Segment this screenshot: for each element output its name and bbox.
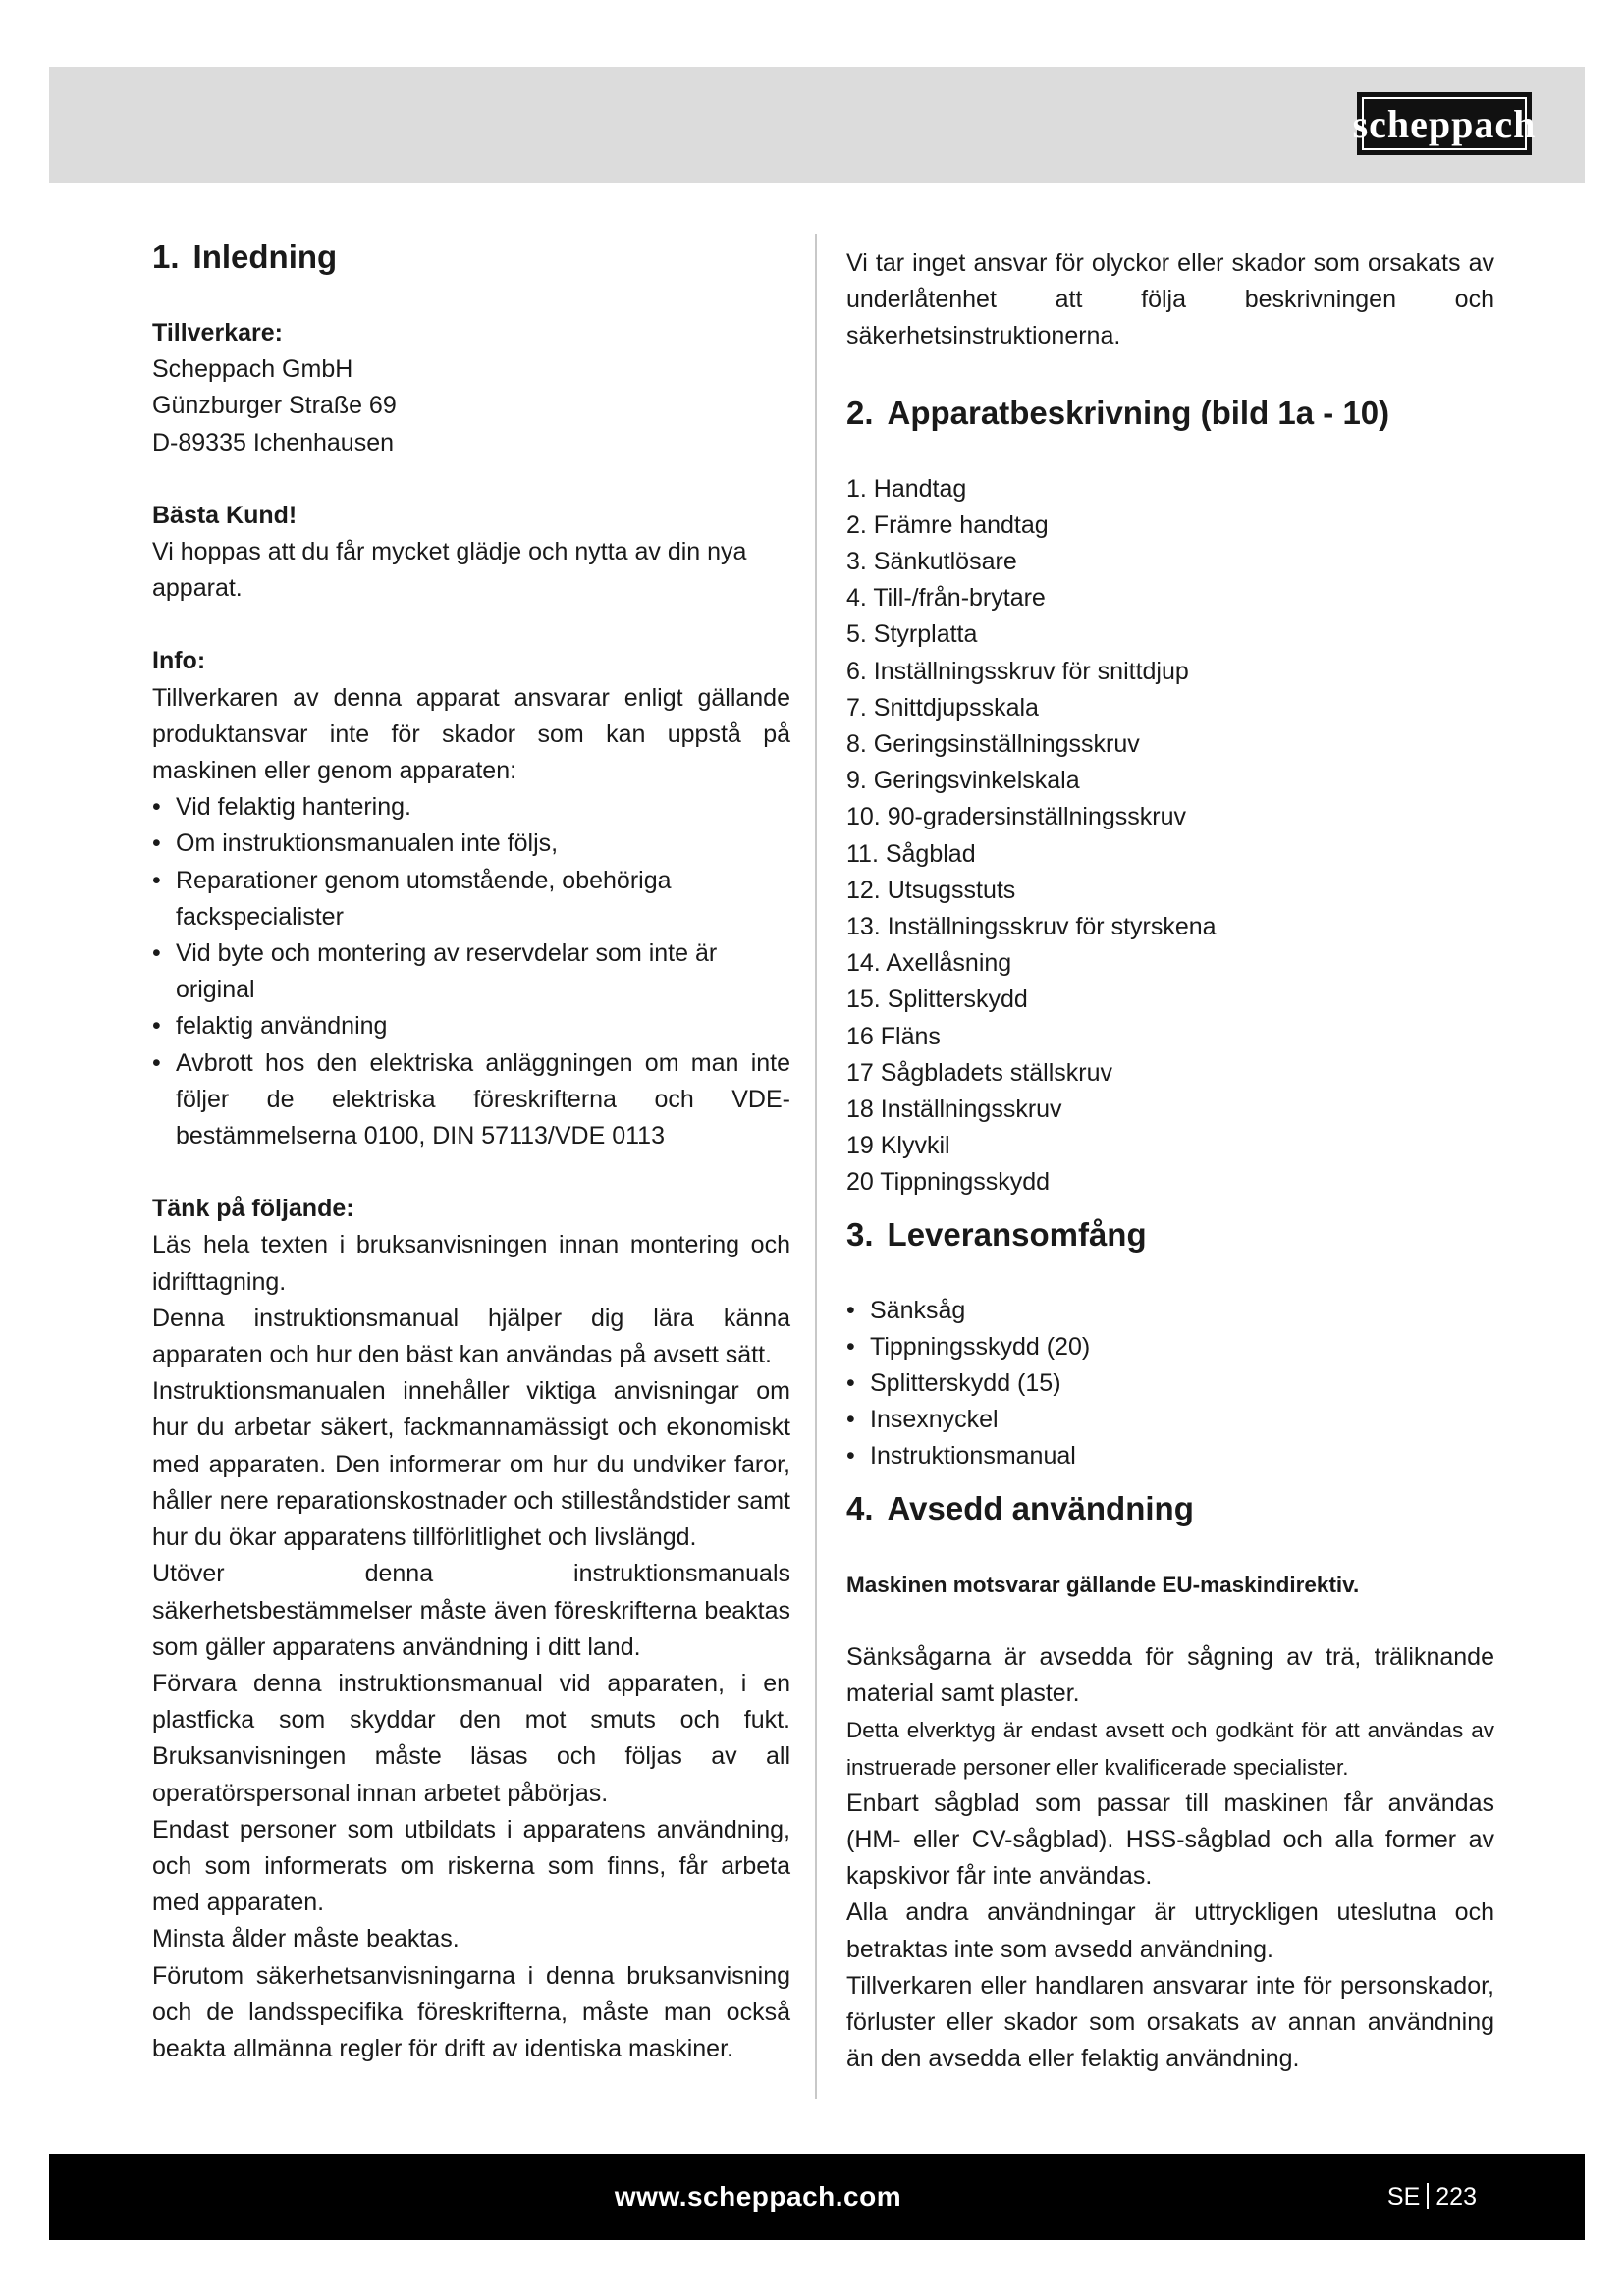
section-2-number: 2.	[846, 394, 874, 431]
footer-bar	[49, 2154, 1585, 2240]
section-3-title: Leveransomfång	[887, 1215, 1147, 1253]
list-item: • Vid byte och montering av reservdelar som inte är original	[152, 935, 790, 1008]
note-paragraph: Förutom säkerhetsanvisningarna i denna bruksanvisning och de landsspecifika föreskrifterna, måste man också beakta allmänna regler för drift av identiska maskiner.	[152, 1961, 790, 2062]
info-text: Tillverkaren av denna apparat ansvarar enligt gällande produktansvar inte för skador som kan uppstå på maskinen eller genom apparaten:	[152, 683, 790, 785]
list-item: • Om instruktionsmanualen inte följs,	[152, 826, 790, 862]
header-bar	[49, 67, 1585, 183]
page-number: 223	[1435, 2183, 1477, 2211]
use-paragraph: Alla andra användningar är uttryckligen uteslutna och betraktas inte som avsedd användning.	[846, 1898, 1494, 1963]
list-item: • Tippningsskydd (20)	[846, 1329, 1494, 1365]
right-column	[846, 245, 1494, 2077]
list-item: • Sänksåg	[846, 1293, 1494, 1329]
note-paragraph: Instruktionsmanualen innehåller viktiga anvisningar om hur du arbetar säkert, fackmannamässigt och ekonomiskt med apparaten. Den informerar om hur du undviker faror, håller nere reparationskostnader och stilleståndstider samt hur du ökar apparatens tillförlitlighet och livslängd.	[152, 1377, 790, 1552]
list-item: 10. 90-gradersinställningsskruv	[846, 803, 1187, 831]
list-item: 11. Sågblad	[846, 839, 976, 868]
list-item: 17 Sågbladets ställskruv	[846, 1058, 1112, 1087]
use-paragraph: Enbart sågblad som passar till maskinen får användas (HM- eller CV-sågblad). HSS-sågblad och alla former av kapskivor får inte användas.	[846, 1789, 1494, 1891]
section-2-title: Apparatbeskrivning (bild 1a - 10)	[887, 394, 1390, 431]
list-item: 13. Inställningsskruv för styrskena	[846, 913, 1217, 941]
list-item: 8. Geringsinställningsskruv	[846, 730, 1140, 759]
use-paragraph: Tillverkaren eller handlaren ansvarar inte för personskador, förluster eller skador som orsakats av annan användning än den avsedda eller felaktig användning.	[846, 1971, 1494, 2073]
manufacturer-line: D-89335 Ichenhausen	[152, 428, 395, 456]
parts-list	[846, 471, 1494, 1201]
section-4-number: 4.	[846, 1489, 874, 1526]
section-3-heading	[846, 1213, 1494, 1256]
page-separator	[1427, 2183, 1429, 2209]
list-item: 12. Utsugsstuts	[846, 876, 1016, 904]
dear-customer-text: Vi hoppas att du får mycket glädje och nytta av din nya apparat.	[152, 538, 747, 603]
list-item: • Splitterskydd (15)	[846, 1365, 1494, 1402]
liability-text: Vi tar inget ansvar för olyckor eller skador som orsakats av underlåtenhet att följa beskrivningen och säkerhetsinstruktionerna.	[846, 249, 1494, 350]
directive-text: Maskinen motsvarar gällande EU-maskindirektiv.	[846, 1572, 1360, 1597]
note-paragraph: Utöver denna instruktionsmanuals säkerhetsbestämmelser måste även föreskrifterna beaktas som gäller apparatens användning i ditt land.	[152, 1560, 790, 1661]
list-item: • felaktig användning	[152, 1008, 790, 1044]
list-item: • Vid felaktig hantering.	[152, 789, 790, 826]
section-1-title: Inledning	[192, 239, 338, 275]
scheppach-logo: scheppach	[1357, 92, 1532, 155]
list-item: 2. Främre handtag	[846, 510, 1049, 539]
dear-customer-label: Bästa Kund!	[152, 501, 298, 529]
note-label: Tänk på följande:	[152, 1195, 354, 1223]
list-item: 9. Geringsvinkelskala	[846, 767, 1080, 795]
list-item: 15. Splitterskydd	[846, 986, 1028, 1014]
list-item: 1. Handtag	[846, 474, 967, 503]
info-bullet-list	[152, 789, 790, 1154]
list-item: 7. Snittdjupsskala	[846, 693, 1039, 721]
footer-url: www.scheppach.com	[614, 2181, 902, 2212]
list-item: • Reparationer genom utomstående, obehöriga fackspecialister	[152, 863, 790, 935]
use-paragraph: Detta elverktyg är endast avsett och godkänt för att användas av instruerade personer eller kvalificerade specialister.	[846, 1718, 1494, 1780]
list-item: • Avbrott hos den elektriska anläggningen om man inte följer de elektriska föreskrifterna och VDE-bestämmelserna 0100, DIN 57113/VDE 0113	[152, 1045, 790, 1155]
section-4-heading	[846, 1487, 1494, 1530]
info-label: Info:	[152, 647, 206, 675]
note-paragraph: Minsta ålder måste beaktas.	[152, 1925, 460, 1953]
use-paragraph: Sänksågarna är avsedda för sågning av trä, träliknande material samt plaster.	[846, 1642, 1494, 1708]
section-3-number: 3.	[846, 1215, 874, 1253]
list-item: 18 Inställningsskruv	[846, 1095, 1062, 1124]
section-4-title: Avsedd användning	[887, 1489, 1194, 1526]
list-item: 14. Axellåsning	[846, 949, 1012, 978]
list-item: 16 Fläns	[846, 1022, 941, 1050]
manufacturer-line: Scheppach GmbH	[152, 355, 353, 384]
scope-list	[846, 1293, 1494, 1475]
note-paragraph: Endast personer som utbildats i apparatens användning, och som informerats om riskerna som finns, får arbeta med apparaten.	[152, 1815, 790, 1917]
section-1-heading	[152, 236, 790, 279]
left-column	[152, 236, 790, 2067]
section-2-heading	[846, 392, 1494, 435]
note-paragraph: Denna instruktionsmanual hjälper dig lära känna apparaten och hur den bäst kan användas på avsett sätt.	[152, 1304, 790, 1369]
list-item: • Instruktionsmanual	[846, 1438, 1494, 1474]
list-item: 19 Klyvkil	[846, 1132, 950, 1160]
column-divider	[815, 234, 817, 2099]
list-item: 5. Styrplatta	[846, 620, 978, 649]
manufacturer-line: Günzburger Straße 69	[152, 392, 397, 420]
language-code: SE	[1386, 2183, 1421, 2211]
list-item: 4. Till-/från-brytare	[846, 584, 1046, 613]
list-item: 20 Tippningsskydd	[846, 1168, 1051, 1197]
list-item: 6. Inställningsskruv för snittdjup	[846, 657, 1189, 685]
section-1-number: 1.	[152, 239, 180, 275]
manufacturer-label: Tillverkare:	[152, 319, 283, 347]
note-paragraph: Förvara denna instruktionsmanual vid apparaten, i en plastficka som skyddar den mot smuts och fukt. Bruksanvisningen måste läsas och följas av all operatörspersonal innan arbetet påbörjas.	[152, 1669, 790, 1807]
list-item: • Insexnyckel	[846, 1402, 1494, 1438]
note-paragraph: Läs hela texten i bruksanvisningen innan montering och idrifttagning.	[152, 1231, 790, 1296]
page-indicator	[1387, 2154, 1477, 2240]
list-item: 3. Sänkutlösare	[846, 548, 1017, 576]
